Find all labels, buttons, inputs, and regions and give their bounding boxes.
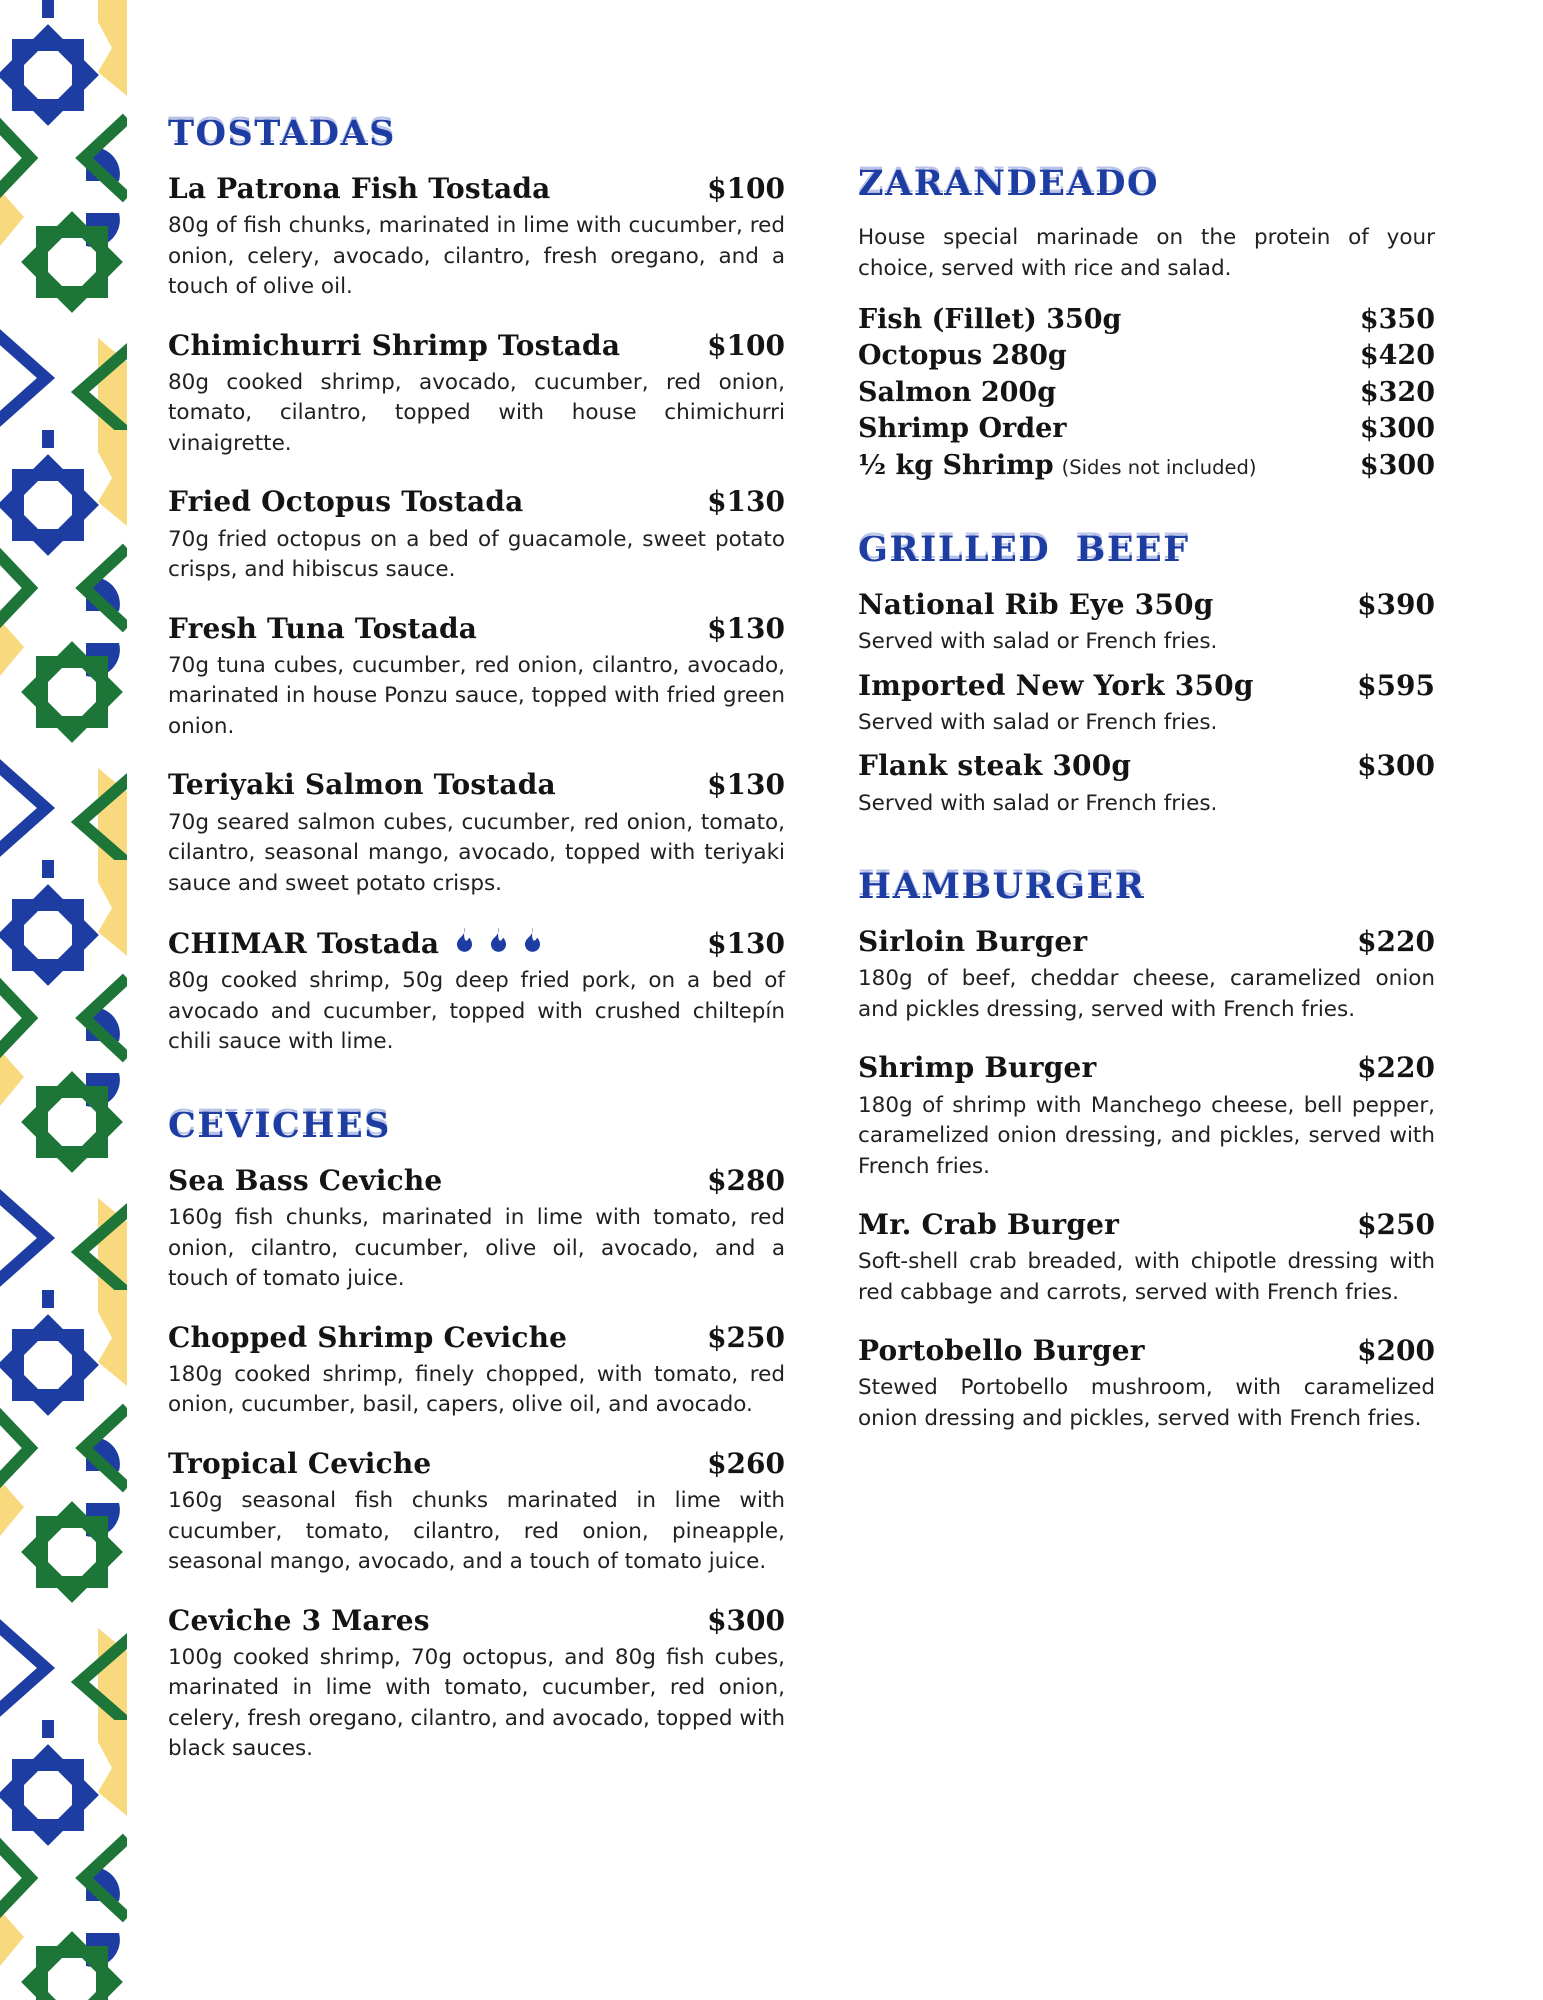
dish-price: $300 bbox=[1359, 449, 1435, 481]
section-heading: HAMBURGER bbox=[858, 866, 1146, 908]
menu-item bbox=[858, 589, 1435, 658]
section-heading: GRILLED BEEF bbox=[858, 528, 1190, 570]
menu-item-header bbox=[858, 750, 1435, 782]
flame-icon bbox=[451, 926, 478, 953]
dish-description: 160g seasonal fish chunks marinated in lime with cucumber, tomato, cilantro, red onion, pineapple, seasonal mango, avocado, and a touch of tomato juice. bbox=[168, 1488, 785, 1575]
dish-description: Soft-shell crab breaded, with chipotle dressing with red cabbage and carrots, served with French fries. bbox=[858, 1249, 1435, 1305]
dish-price: $300 bbox=[707, 1603, 785, 1637]
dish-description: 180g of beef, cheddar cheese, caramelized onion and pickles dressing, served with French fries. bbox=[858, 966, 1435, 1022]
menu-item bbox=[168, 1165, 785, 1295]
menu-section bbox=[168, 1104, 785, 1765]
dish-price: $280 bbox=[707, 1163, 785, 1197]
flame-icon bbox=[485, 926, 512, 953]
menu-item bbox=[168, 1605, 785, 1765]
dish-price: $100 bbox=[707, 172, 785, 205]
dish-note: (Sides not included) bbox=[1061, 455, 1257, 479]
dish-price: $130 bbox=[707, 927, 785, 961]
dish-description: 70g fried octopus on a bed of guacamole, sweet potato crisps, and hibiscus sauce. bbox=[168, 526, 785, 583]
decorative-tile-border bbox=[0, 0, 127, 2000]
dish-price: $100 bbox=[707, 328, 785, 362]
menu-item-header bbox=[168, 1322, 785, 1354]
menu-item-header bbox=[168, 330, 785, 362]
dish-name: Fried Octopus Tostada bbox=[168, 485, 524, 519]
price-list bbox=[858, 304, 1435, 482]
section-heading: ZARANDEADO bbox=[858, 163, 1159, 204]
flame-icon bbox=[519, 926, 546, 953]
menu-item-header bbox=[858, 589, 1435, 621]
menu-item bbox=[168, 1448, 785, 1578]
dish-description: 80g cooked shrimp, avocado, cucumber, red onion, tomato, cilantro, topped with house chimichurri vinaigrette. bbox=[168, 369, 785, 456]
dish-description: Served with salad or French fries. bbox=[858, 709, 1218, 735]
menu-item-header bbox=[168, 1605, 785, 1637]
menu-item-header bbox=[858, 670, 1435, 702]
menu-right-column bbox=[858, 116, 1435, 1792]
dish-price: $220 bbox=[1357, 925, 1435, 959]
menu-item-header bbox=[168, 1448, 785, 1480]
menu-section bbox=[858, 528, 1435, 819]
dish-name: Octopus 280g bbox=[858, 340, 1067, 372]
menu-item bbox=[168, 926, 785, 1058]
dish-name: Sirloin Burger bbox=[858, 925, 1088, 959]
menu-item bbox=[168, 486, 785, 585]
dish-description: 180g of shrimp with Manchego cheese, bell pepper, caramelized onion dressing, and pickles, served with French fries. bbox=[858, 1092, 1435, 1179]
price-list-row bbox=[858, 340, 1435, 372]
dish-name: Tropical Ceviche bbox=[168, 1446, 432, 1480]
menu-item bbox=[858, 750, 1435, 819]
dish-description: 80g of fish chunks, marinated in lime with cucumber, red onion, celery, avocado, cilantro, fresh oregano, and a touch of olive oil. bbox=[168, 213, 785, 300]
menu-item bbox=[858, 670, 1435, 739]
dish-name: Teriyaki Salmon Tostada bbox=[168, 768, 556, 802]
menu-item bbox=[168, 330, 785, 460]
dish-name: Fish (Fillet) 350g bbox=[858, 304, 1122, 336]
price-list-row bbox=[858, 450, 1435, 482]
dish-name: Salmon 200g bbox=[858, 376, 1057, 408]
menu-item bbox=[858, 1052, 1435, 1182]
dish-price: $130 bbox=[707, 768, 785, 802]
dish-name: La Patrona Fish Tostada bbox=[168, 172, 551, 205]
dish-name: CHIMAR Tostada bbox=[168, 927, 440, 961]
menu-left-column bbox=[168, 113, 785, 1792]
dish-price: $130 bbox=[707, 485, 785, 519]
dish-description: 70g tuna cubes, cucumber, red onion, cilantro, avocado, marinated in house Ponzu sauce, topped with fried green onion. bbox=[168, 652, 785, 739]
menu-item-header bbox=[858, 1209, 1435, 1241]
menu-item-header bbox=[858, 1052, 1435, 1084]
menu-item bbox=[858, 1209, 1435, 1308]
section-intro: House special marinade on the protein of your choice, served with rice and salad. bbox=[858, 225, 1435, 281]
dish-name: Imported New York 350g bbox=[858, 668, 1254, 702]
dish-description: Stewed Portobello mushroom, with caramelized onion dressing and pickles, served with French fries. bbox=[858, 1375, 1435, 1431]
dish-name: Shrimp Burger bbox=[858, 1051, 1097, 1085]
dish-price: $250 bbox=[1357, 1208, 1435, 1242]
price-list-row bbox=[858, 413, 1435, 445]
dish-price: $300 bbox=[1359, 413, 1435, 445]
menu-item bbox=[858, 1335, 1435, 1434]
menu-item-header bbox=[168, 173, 785, 205]
menu-item-header bbox=[168, 1165, 785, 1197]
dish-name: National Rib Eye 350g bbox=[858, 587, 1214, 621]
dish-description: 100g cooked shrimp, 70g octopus, and 80g fish cubes, marinated in lime with tomato, cucumber, red onion, celery, fresh oregano, cilantro, and avocado, topped with black sauces. bbox=[168, 1644, 785, 1762]
dish-price: $260 bbox=[707, 1446, 785, 1480]
dish-name: ½ kg Shrimp bbox=[858, 449, 1054, 481]
spicy-rating bbox=[451, 926, 546, 953]
dish-name: Shrimp Order bbox=[858, 413, 1067, 445]
menu-section bbox=[858, 163, 1435, 482]
dish-price: $420 bbox=[1359, 340, 1435, 372]
dish-name: Ceviche 3 Mares bbox=[168, 1603, 430, 1637]
menu-item-header bbox=[168, 926, 785, 960]
menu-item bbox=[858, 926, 1435, 1025]
dish-name: Sea Bass Ceviche bbox=[168, 1163, 443, 1197]
dish-price: $250 bbox=[707, 1320, 785, 1354]
menu-item-header bbox=[858, 1335, 1435, 1367]
dish-price: $320 bbox=[1359, 376, 1435, 408]
menu-item bbox=[168, 1322, 785, 1421]
menu-item bbox=[168, 173, 785, 303]
menu-section bbox=[168, 113, 785, 1058]
dish-name: Fresh Tuna Tostada bbox=[168, 611, 478, 645]
menu-section bbox=[858, 866, 1435, 1434]
menu-item bbox=[168, 613, 785, 743]
dish-name: Portobello Burger bbox=[858, 1334, 1145, 1368]
dish-price: $300 bbox=[1357, 749, 1435, 783]
menu-content bbox=[168, 113, 1435, 1792]
dish-description: 70g seared salmon cubes, cucumber, red onion, tomato, cilantro, seasonal mango, avocado, topped with teriyaki sauce and sweet potato crisps. bbox=[168, 809, 785, 896]
dish-name: Chopped Shrimp Ceviche bbox=[168, 1320, 568, 1354]
dish-price: $130 bbox=[707, 611, 785, 645]
section-heading: TOSTADAS bbox=[168, 113, 396, 154]
dish-name: Flank steak 300g bbox=[858, 749, 1132, 783]
dish-price: $220 bbox=[1357, 1051, 1435, 1085]
dish-name: Mr. Crab Burger bbox=[858, 1208, 1120, 1242]
dish-description: Served with salad or French fries. bbox=[858, 790, 1218, 816]
menu-item-header bbox=[168, 486, 785, 518]
menu-item-header bbox=[168, 769, 785, 801]
dish-description: 80g cooked shrimp, 50g deep fried pork, on a bed of avocado and cucumber, topped with crushed chiltepín chili sauce with lime. bbox=[168, 968, 785, 1055]
menu-item bbox=[168, 769, 785, 899]
dish-description: 160g fish chunks, marinated in lime with tomato, red onion, cilantro, cucumber, olive oil, avocado, and a touch of tomato juice. bbox=[168, 1205, 785, 1292]
menu-item-header bbox=[168, 613, 785, 645]
dish-price: $350 bbox=[1359, 304, 1435, 336]
dish-price: $390 bbox=[1357, 587, 1435, 621]
dish-description: Served with salad or French fries. bbox=[858, 629, 1218, 655]
dish-price: $200 bbox=[1357, 1334, 1435, 1368]
price-list-row bbox=[858, 377, 1435, 409]
section-heading: CEVICHES bbox=[168, 1104, 391, 1146]
dish-name: Chimichurri Shrimp Tostada bbox=[168, 328, 621, 362]
dish-description: 180g cooked shrimp, finely chopped, with tomato, red onion, cucumber, basil, capers, olive oil, and avocado. bbox=[168, 1361, 785, 1418]
menu-item-header bbox=[858, 926, 1435, 958]
dish-price: $595 bbox=[1357, 668, 1435, 702]
price-list-row bbox=[858, 304, 1435, 336]
